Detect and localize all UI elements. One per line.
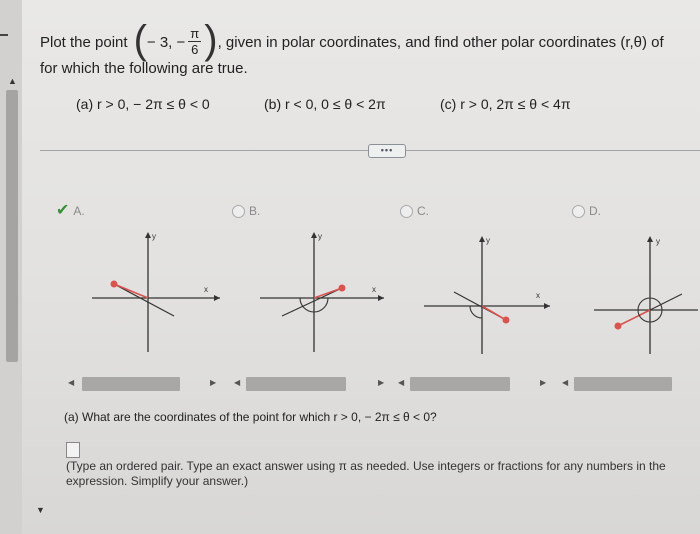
scroll-right-icon[interactable]: ▶ [378, 378, 385, 387]
plotted-point [503, 317, 510, 324]
question-line-1 [40, 18, 664, 62]
graph-c[interactable] [420, 228, 560, 358]
answer-instructions: (Type an ordered pair. Type an exact answer using π as needed. Use integers or fractions for any numbers in the expression. Simplify your answer.) [66, 459, 666, 488]
checkmark-icon: ✔ [56, 202, 70, 219]
plotted-point [615, 323, 622, 330]
y-axis-label: y [152, 232, 156, 241]
y-axis-label: y [318, 232, 322, 241]
option-b-label: B. [249, 204, 261, 218]
scroll-left-icon[interactable]: ◀ [562, 378, 569, 387]
plotted-point [111, 281, 118, 288]
x-axis-label: x [536, 291, 540, 300]
theta-denominator: 6 [191, 42, 199, 57]
option-d-label: D. [589, 204, 601, 218]
graph-d[interactable] [590, 228, 700, 358]
minus-mark-icon [0, 34, 8, 36]
option-b[interactable] [232, 204, 260, 218]
y-axis-label: y [656, 237, 660, 246]
scroll-right-icon[interactable]: ▶ [540, 378, 547, 387]
more-button[interactable]: ••• [368, 144, 406, 158]
question-line-2: for which the following are true. [40, 60, 248, 77]
left-scrollbar[interactable] [0, 0, 22, 534]
answer-input[interactable] [66, 442, 80, 458]
graph-c-scrollbar[interactable] [410, 377, 510, 391]
theta-fraction [188, 27, 201, 57]
radio-c[interactable] [400, 205, 413, 218]
scroll-left-icon[interactable]: ◀ [68, 378, 75, 387]
part-b-condition: (b) r < 0, 0 ≤ θ < 2π [264, 96, 386, 112]
segment-to-point [114, 284, 148, 298]
question-suffix: , given in polar coordinates, and find other polar coordinates (r,θ) of [217, 33, 664, 51]
graph-a-scrollbar[interactable] [82, 377, 180, 391]
segment-to-point [482, 306, 506, 320]
scroll-up-icon[interactable]: ▲ [8, 76, 17, 86]
right-paren: ) [204, 18, 218, 62]
part-a-question: (a) What are the coordinates of the point for which r > 0, − 2π ≤ θ < 0? [64, 410, 437, 424]
question-prefix: Plot the point [40, 33, 128, 51]
graph-d-scrollbar[interactable] [574, 377, 672, 391]
y-axis-label: y [486, 236, 490, 245]
graph-a[interactable] [86, 226, 226, 356]
radio-b[interactable] [232, 205, 245, 218]
scroll-left-icon[interactable]: ◀ [398, 378, 405, 387]
option-d[interactable] [572, 204, 601, 218]
point-r: − 3, − [146, 33, 186, 51]
scroll-down-icon[interactable]: ▼ [36, 505, 45, 515]
scroll-left-icon[interactable]: ◀ [234, 378, 241, 387]
segment-to-point [618, 310, 650, 326]
option-c-label: C. [417, 204, 429, 218]
segment-to-point [314, 288, 342, 298]
x-axis-label: x [372, 285, 376, 294]
option-c[interactable] [400, 204, 429, 218]
part-a-condition: (a) r > 0, − 2π ≤ θ < 0 [76, 96, 210, 112]
angle-arc [470, 306, 482, 318]
scrollbar-thumb[interactable] [6, 90, 18, 362]
graph-b[interactable] [258, 226, 398, 356]
option-a-label: A. [73, 204, 85, 218]
left-paren: ( [133, 18, 147, 62]
scroll-right-icon[interactable]: ▶ [210, 378, 217, 387]
radio-d[interactable] [572, 205, 585, 218]
theta-numerator: π [190, 26, 200, 41]
ray-line [114, 284, 174, 316]
part-c-condition: (c) r > 0, 2π ≤ θ < 4π [440, 96, 571, 112]
x-axis-label: x [204, 285, 208, 294]
graph-b-scrollbar[interactable] [246, 377, 346, 391]
option-a[interactable] [56, 204, 85, 218]
plotted-point [339, 285, 346, 292]
